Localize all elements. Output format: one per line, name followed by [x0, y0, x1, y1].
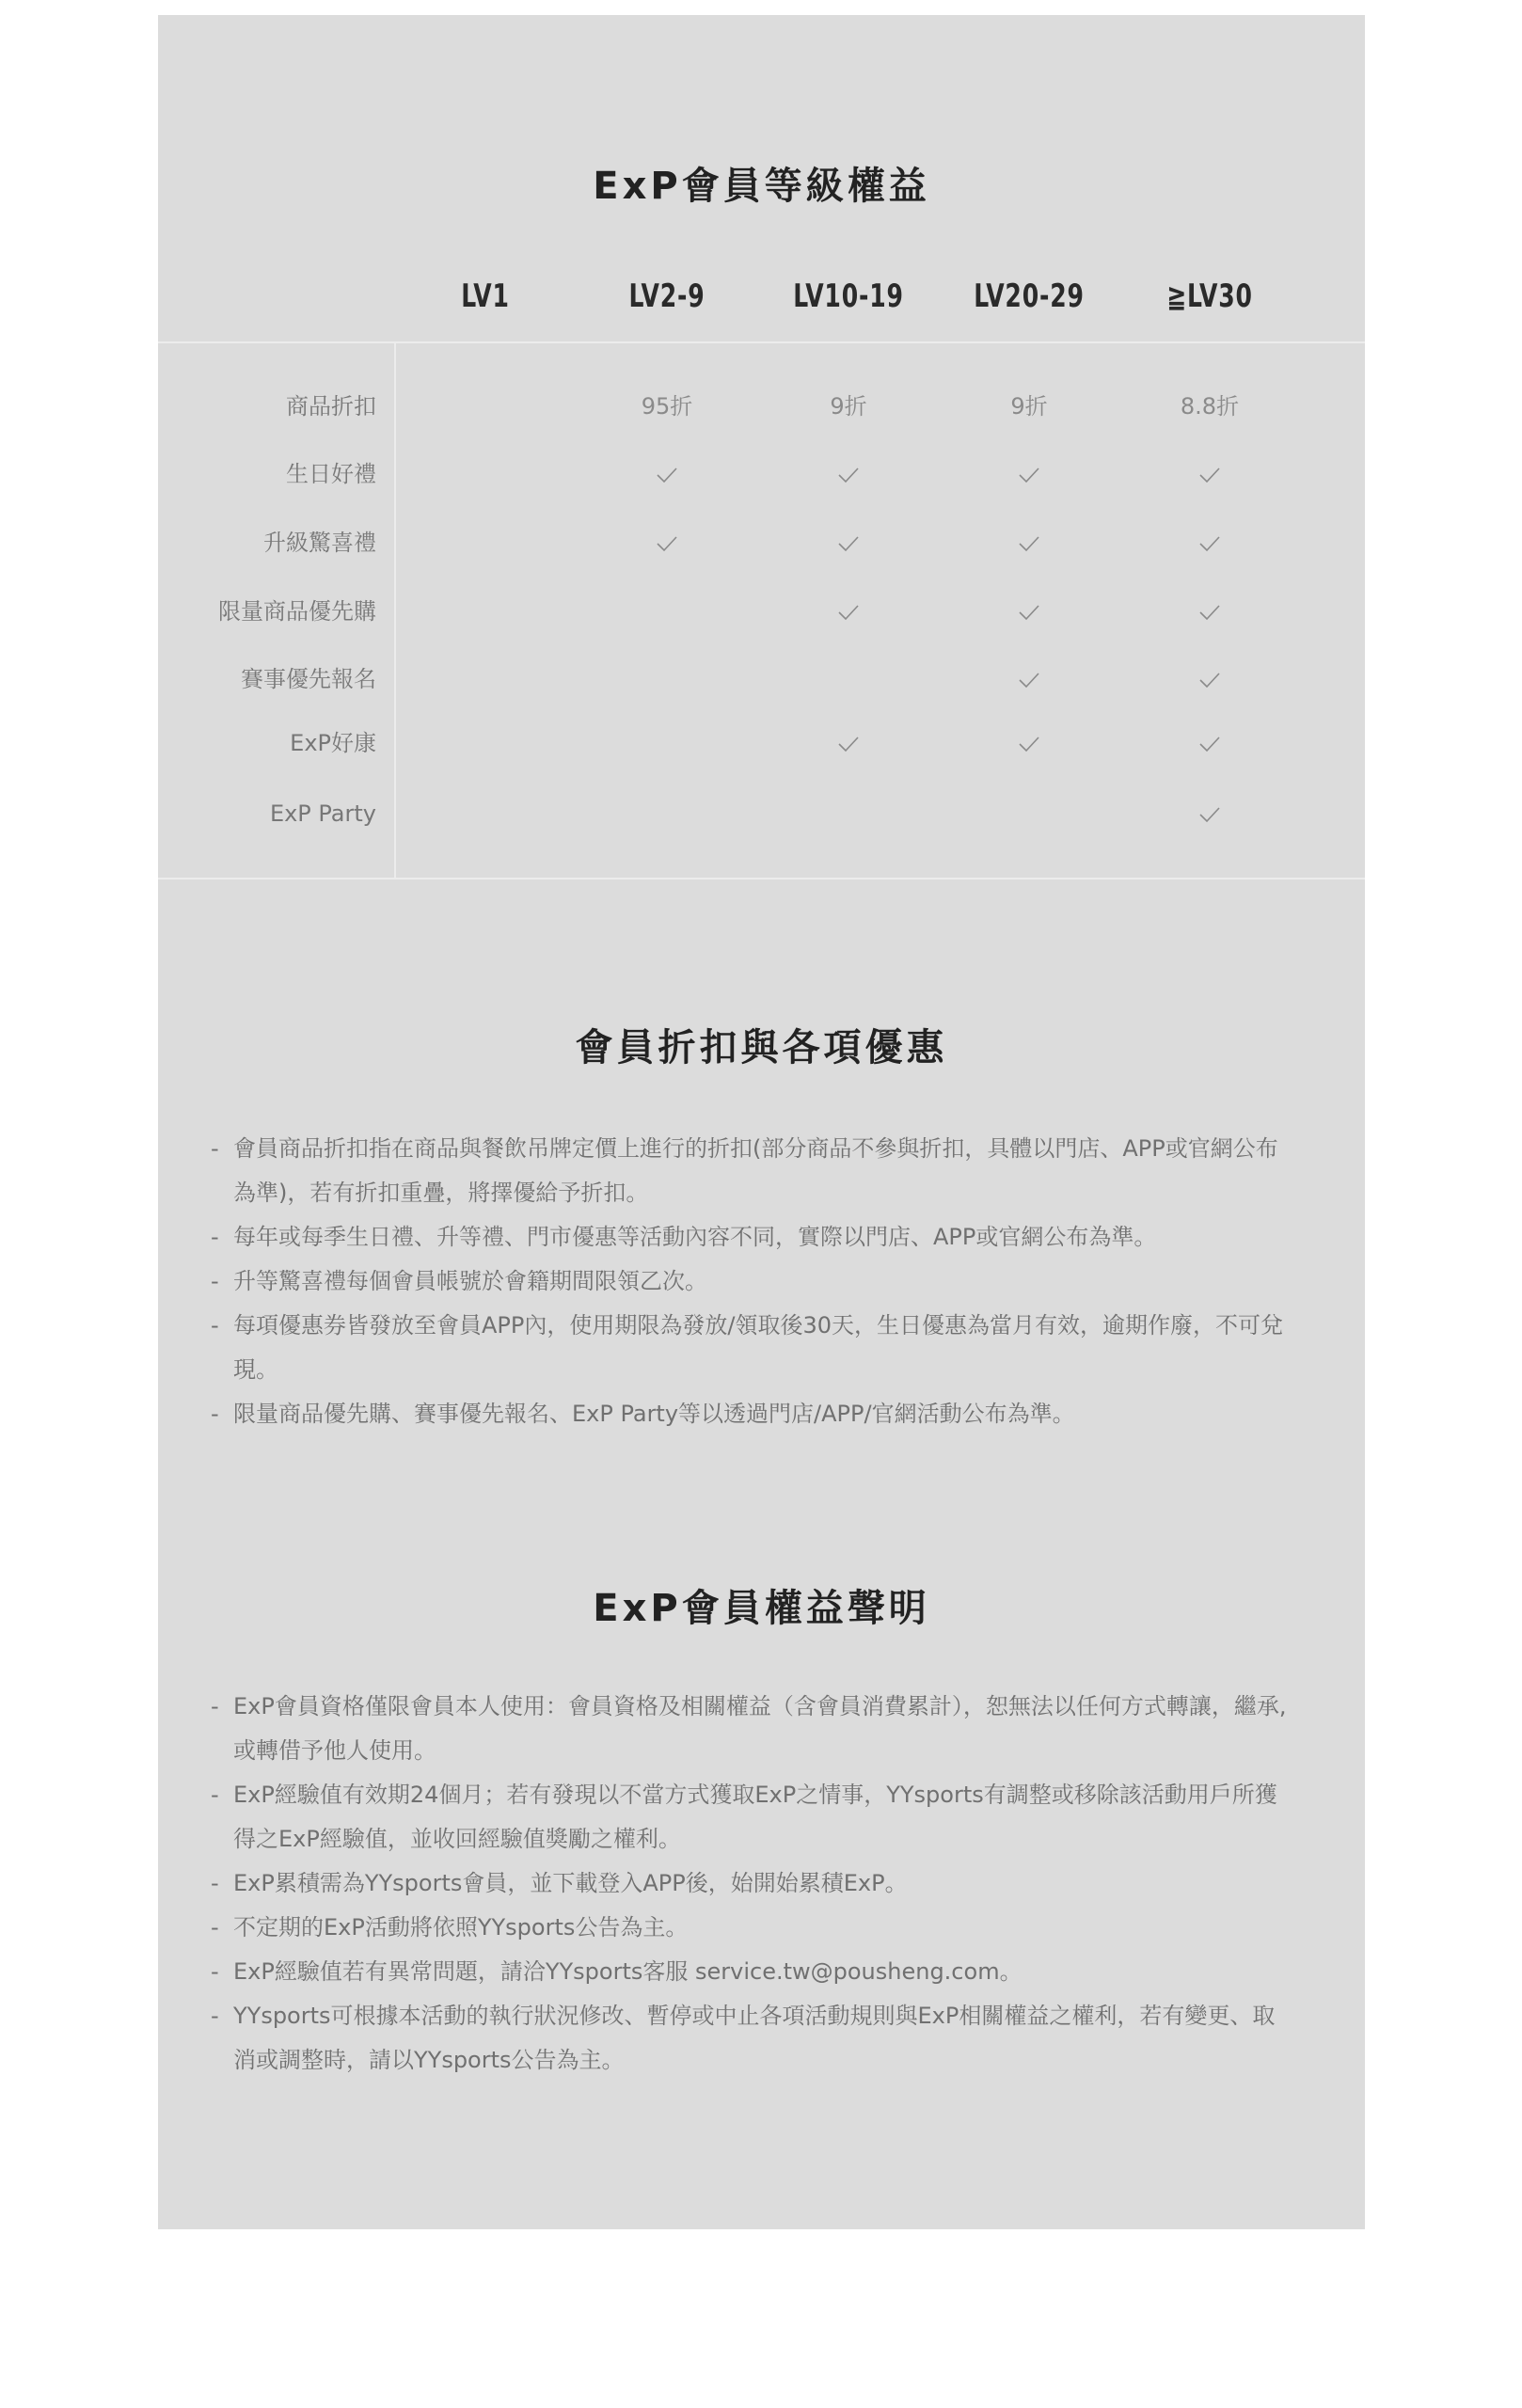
discount-value: 9折 — [830, 393, 867, 420]
table-bottom-divider — [158, 878, 1365, 879]
statement-title: ExP會員權益聲明 — [593, 1587, 930, 1630]
benefit-row-label: 限量商品優先購 — [218, 598, 376, 625]
level-header-1: LV2-9 — [628, 277, 706, 315]
checkmark-icon — [1153, 526, 1266, 560]
checkmark-icon — [610, 457, 723, 491]
benefit-row-label: 升級驚喜禮 — [263, 530, 376, 556]
checkmark-icon — [1153, 726, 1266, 760]
checkmark-icon — [1153, 662, 1266, 696]
discount-value: 9折 — [1010, 393, 1048, 420]
note-item: - ExP經驗值若有異常問題，請洽YYsports客服 service.tw@pousheng.com。 — [211, 1950, 1292, 1994]
checkmark-icon — [792, 457, 905, 491]
benefit-row-label: ExP Party — [269, 800, 376, 827]
checkmark-icon — [1153, 594, 1266, 628]
discounts-notes-list — [211, 1127, 1292, 1436]
benefit-row-label: 生日好禮 — [286, 461, 376, 487]
note-item: - YYsports可根據本活動的執行狀況修改、暫停或中止各項活動規則與ExP相關權益之權利，若有變更、取消或調整時，請以YYsports公告為主。 — [211, 1994, 1292, 2083]
checkmark-icon — [792, 726, 905, 760]
note-item: - ExP經驗值有效期24個月；若有發現以不當方式獲取ExP之情事，YYsports有調整或移除該活動用戶所獲得之ExP經驗值，並收回經驗值獎勵之權利。 — [211, 1773, 1292, 1861]
checkmark-icon — [792, 526, 905, 560]
benefit-row-label: ExP好康 — [290, 730, 376, 756]
discounts-title: 會員折扣與各項優惠 — [575, 1026, 948, 1069]
checkmark-icon — [973, 662, 1086, 696]
checkmark-icon — [792, 594, 905, 628]
statement-notes-list — [211, 1685, 1292, 2083]
table-column-divider — [394, 342, 396, 879]
note-item: - 限量商品優先購、賽事優先報名、ExP Party等以透過門店/APP/官網活動公布為準。 — [211, 1392, 1292, 1436]
note-item: - 不定期的ExP活動將依照YYsports公告為主。 — [211, 1906, 1292, 1950]
note-item: - 會員商品折扣指在商品與餐飲吊牌定價上進行的折扣(部分商品不參與折扣，具體以門店、APP或官網公布為準)，若有折扣重疊，將擇優給予折扣。 — [211, 1127, 1292, 1215]
checkmark-icon — [1153, 457, 1266, 491]
note-item: - 每項優惠券皆發放至會員APP內，使用期限為發放/領取後30天，生日優惠為當月有效，逾期作廢，不可兌現。 — [211, 1304, 1292, 1392]
checkmark-icon — [610, 526, 723, 560]
note-item: - 升等驚喜禮每個會員帳號於會籍期間限領乙次。 — [211, 1259, 1292, 1304]
benefits-title: ExP會員等級權益 — [593, 165, 930, 208]
benefit-row-label: 賽事優先報名 — [241, 666, 376, 692]
level-header-2: LV10-19 — [793, 277, 904, 315]
note-item: - ExP累積需為YYsports會員，並下載登入APP後，始開始累積ExP。 — [211, 1861, 1292, 1906]
benefits-panel — [158, 15, 1365, 2229]
note-item: - 每年或每季生日禮、升等禮、門市優惠等活動內容不同，實際以門店、APP或官網公布為準。 — [211, 1215, 1292, 1259]
checkmark-icon — [973, 726, 1086, 760]
note-item: - ExP會員資格僅限會員本人使用：會員資格及相關權益（含會員消費累計），恕無法以任何方式轉讓，繼承,或轉借予他人使用。 — [211, 1685, 1292, 1773]
benefit-row-label: 商品折扣 — [286, 393, 376, 420]
checkmark-icon — [1153, 797, 1266, 831]
level-header-0: LV1 — [461, 277, 510, 315]
table-top-divider — [158, 341, 1365, 343]
checkmark-icon — [973, 526, 1086, 560]
discount-value: 8.8折 — [1180, 393, 1240, 420]
level-header-4: ≧LV30 — [1166, 277, 1253, 315]
discount-value: 95折 — [641, 393, 693, 420]
level-header-3: LV20-29 — [974, 277, 1085, 315]
checkmark-icon — [973, 594, 1086, 628]
checkmark-icon — [973, 457, 1086, 491]
